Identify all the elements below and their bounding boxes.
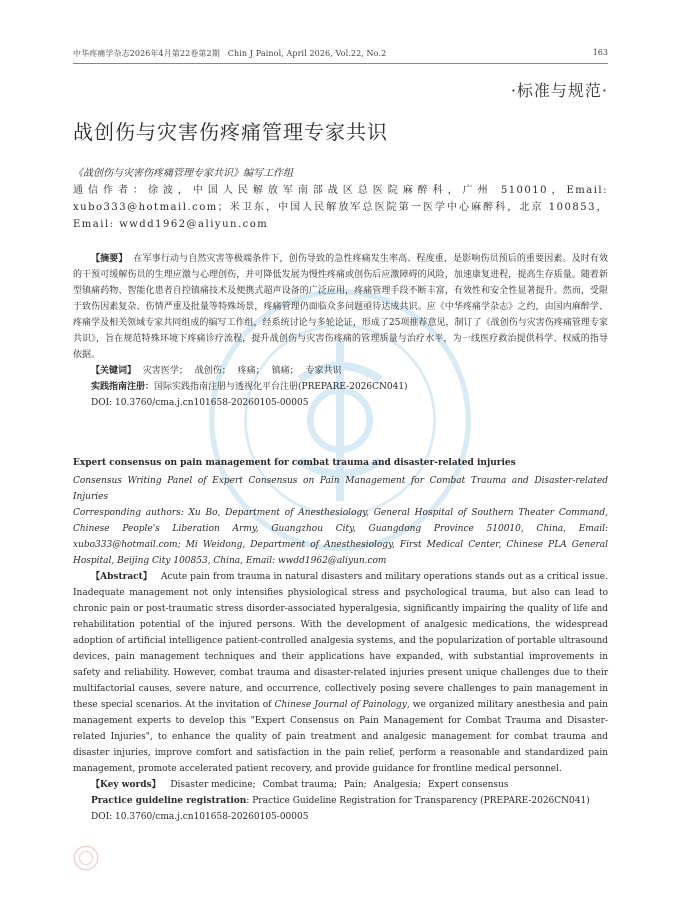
journal-name-en: Chin J Painol, April 2026, Vol.22, No.2: [227, 49, 387, 58]
registration-label-cn: 实践指南注册：: [91, 382, 155, 392]
journal-name-en-italic: Chinese Journal of Painology: [274, 700, 407, 710]
keyword-cn: 疼痛；: [237, 366, 265, 376]
keyword-en: Analgesia;: [373, 780, 422, 790]
abstract-text-cn: 在军事行动与自然灾害等极端条件下，创伤导致的急性疼痛发生率高、程度重，是影响伤员预后的重要因素。及时有效的干预可缓解伤员的生理应激与心理创伤，并可降低发展为慢性疼痛或创伤后应激障碍的风险，加速康复进程，提高生存质量。随着新型镇痛药物、智能化患者自控镇痛技术及便携式超声设备的广泛应用，疼痛管理手段不断丰富，有效性和安全性显著提升。然而，受限于致伤因素复杂、伤情严重及批量等特殊场景，疼痛管理仍面临众多问题亟待达成共识。应《中华疼痛学杂志》之约，由国内麻醉学、疼痛学及相关领域专家共同组成的编写工作组，经系统讨论与多轮论证，形成了25项推荐意见，制订了《战创伤与灾害伤疼痛管理专家共识》，旨在规范特殊环境下疼痛诊疗流程，提升战创伤与灾害伤疼痛的管理质量与治疗水平，为一线医疗救治提供科学、权威的指导依据。: [73, 254, 608, 360]
abstract-cn: [73, 251, 608, 411]
page-number: 163: [592, 48, 608, 57]
writing-group-cn: 《战创伤与灾害伤疼痛管理专家共识》编写工作组: [73, 168, 293, 179]
article-title-cn: 战创伤与灾害伤疼痛管理专家共识: [73, 120, 388, 144]
keyword-cn: 专家共识: [305, 366, 342, 376]
abstract-text-en-2: , we organized military anesthesia and pain management experts to develop this "Expert Consensus on Pain Management for Combat Trauma and Disaster-related Injuries", to enhance the quality of pain treatment and analgesic management for combat trauma and disaster injuries, improve comfort and satisfaction in the pain relief, perform a reasonable and standardized pain management, promote accelerated patient recovery, and provide guidance for frontline medical personnel.: [73, 700, 608, 774]
abstract-text-en-1: Acute pain from trauma in natural disasters and military operations stands out as a critical issue. Inadequate management not only intensifies physiological stress and psychological trauma, but also can lead to chronic pain or post-traumatic stress disorder-associated hyperalgesia, significantly impairing the quality of life and rehabilitation potential of the injured persons. With the development of analgesic medications, the widespread adoption of artificial intelligence patient-controlled analgesia systems, and the popularization of portable ultrasound devices, pain management techniques and their applications have expanded, with substantial improvements in safety and reliability. However, combat trauma and disaster-related injuries present unique challenges due to their multifactorial causes, severe nature, and occurrence, collectively posing severe challenges to pain management in these special scenarios. At the invitation of: [73, 572, 608, 710]
keyword-cn: 镇痛；: [271, 366, 299, 376]
header-rule: [73, 63, 608, 64]
keyword-en: Expert consensus: [427, 780, 509, 790]
keyword-cn: 战创伤；: [194, 366, 231, 376]
keywords-en: [73, 777, 608, 793]
seal-stamp-icon: [73, 845, 99, 871]
keyword-cn: 灾害医学；: [142, 366, 188, 376]
keywords-cn: [73, 363, 608, 379]
english-section: [73, 455, 608, 825]
doi-cn: DOI: 10.3760/cma.j.cn101658-20260105-00005: [91, 398, 309, 408]
registration-text-en: : Practice Guideline Registration for Transparency (PREPARE-2026CN041): [246, 796, 590, 806]
article-title-en: Expert consensus on pain management for combat trauma and disaster-related injuries: [73, 458, 516, 468]
corresponding-authors-en: Corresponding authors: Xu Bo, Department of Anesthesiology, General Hospital of Southern Theater Command, Chinese People's Liberation Army, Guangzhou City, Guangdong Province 510010, China, Email: xubo333@hotmail.com; Mi Weidong, Department of Anesthesiology, First Medical Center, Chinese PLA General Hospital, Beijing City 100853, China, Email: wwdd1962@aliyun.com: [73, 508, 608, 566]
journal-header: [73, 48, 386, 59]
section-label: ·标准与规范·: [510, 81, 608, 100]
abstract-label-cn: 【摘要】: [91, 254, 128, 264]
corresponding-authors-cn: 通信作者：徐波，中国人民解放军南部战区总医院麻醉科，广州 510010，Email: xubo333@hotmail.com；米卫东，中国人民解放军总医院第一医学中心麻醉科，北京 100853，Email: wwdd1962@aliyun.com: [73, 185, 608, 230]
keywords-label-en: 【Key words】: [91, 780, 161, 790]
registration-text-cn: 国际实践指南注册与透视化平台注册(PREPARE-2026CN041): [154, 382, 408, 392]
keyword-en: Disaster medicine;: [170, 780, 256, 790]
author-block-cn: [73, 165, 608, 233]
keywords-label-cn: 【关键词】: [91, 366, 137, 376]
abstract-label-en: 【Abstract】: [91, 572, 153, 582]
abstract-en: [73, 569, 608, 777]
registration-label-en: Practice guideline registration: [91, 796, 247, 806]
keyword-en: Pain;: [343, 780, 367, 790]
registration-cn: [73, 379, 608, 395]
registration-en: [73, 793, 608, 809]
keyword-en: Combat trauma;: [262, 780, 338, 790]
journal-name-cn: 中华疼痛学杂志2026年4月第22卷第2期: [73, 49, 220, 58]
doi-en: DOI: 10.3760/cma.j.cn101658-20260105-00005: [91, 812, 309, 822]
writing-group-en: Consensus Writing Panel of Expert Consensus on Pain Management for Combat Trauma and Disaster-related Injuries: [73, 476, 608, 502]
